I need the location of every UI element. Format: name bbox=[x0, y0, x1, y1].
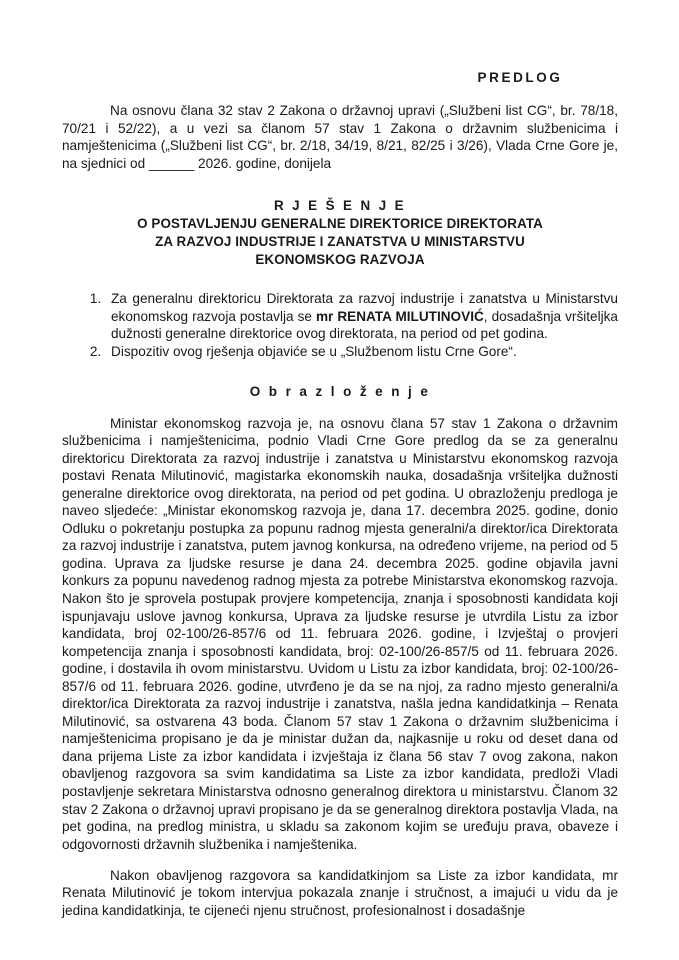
decision-item-prefix: Dispozitiv ovog rješenja objaviće se u „Službenom listu Crne Gore“. bbox=[111, 343, 517, 359]
intro-paragraph: Na osnovu člana 32 stav 2 Zakona o državnoj upravi („Službeni list CG“, br. 78/18, 70/21 i 52/22), a u vezi sa članom 57 stav 1 Zakona o državnim službenicima i namještenicima („Službeni list CG“, br. 2/18, 34/19, 8/21, 82/25 i 3/26), Vlada Crne Gore je, na sjednici od ______ 2026. godine, donijela bbox=[62, 103, 618, 171]
appointee-name: mr RENATA MILUTINOVIĆ bbox=[315, 308, 484, 324]
decision-item-prefix: Za generalnu direktoricu Direktorata za razvoj industrije i zanatstva u Ministarstvu ekonomskog razvoja postavlja se bbox=[111, 291, 618, 324]
decision-title-line-2: O POSTAVLJENJU GENERALNE DIREKTORICE DIREKTORATA bbox=[137, 216, 543, 232]
decision-list bbox=[62, 290, 618, 360]
document-header-label: PREDLOG bbox=[477, 70, 563, 85]
decision-title-block bbox=[62, 197, 618, 268]
decision-title-line-4: EKONOMSKOG RAZVOJA bbox=[255, 251, 425, 267]
list-item bbox=[105, 343, 618, 361]
decision-title-line-3: ZA RAZVOJ INDUSTRIJE I ZANATSTVA U MINISTARSTVU bbox=[155, 233, 525, 249]
reasoning-heading: O b r a z l o ž e n j e bbox=[249, 383, 431, 399]
reasoning-paragraph-2: Nakon obavljenog razgovora sa kandidatkinjom sa Liste za izbor kandidata, mr Renata Milutinović je tokom intervjua pokazala znanje i stručnost, a imajući u vidu da je jedina kandidatkinja, te cijeneći njenu stručnost, profesionalnost i dosadašnje bbox=[62, 867, 618, 918]
document-content bbox=[62, 0, 618, 933]
reasoning-paragraph-1: Ministar ekonomskog razvoja je, na osnovu člana 57 stav 1 Zakona o državnim službenicima i namještenicima, podnio Vladi Crne Gore predlog da se za generalnu direktoricu Direktorata za razvoj industrije i zanatstva u Ministarstvu ekonomskog razvoja postavi Renata Milutinović, magistarka ekonomskih nauka, dosadašnja vršiteljka dužnosti generalne direktorice ovog direktorata, na period od pet godina. U obrazloženju predloga je naveo sljedeće: „Ministar ekonomskog razvoja je, dana 17. decembra 2025. godine, donio Odluku o pokretanju postupka za popunu radnog mjesta generalni/a direktor/ica Direktorata za razvoj industrije i zanatstva, putem javnog konkursa, na određeno vrijeme, na period od 5 godina. Uprava za ljudske resurse je dana 24. decembra 2025. godine objavila javni konkurs za popunu navedenog radnog mjesta za potrebe Ministarstva ekonomskog razvoja. Nakon što je sprovela postupak provjere kompetencija, znanja i sposobnosti kandidata koji ispunjavaju uslove javnog konkursa, Uprava za ljudske resurse je utvrdila Listu za izbor kandidata, broj 02-100/26-857/6 od 11. februara 2026. godine, i Izvještaj o provjeri kompetencija znanja i sposobnosti kandidata, broj: 02-100/26-857/5 od 11. februara 2026. godine, i dostavila ih ovom ministarstvu. Uvidom u Listu za izbor kandidata, broj: 02-100/26-857/6 od 11. februara 2026. godine, utvrđeno je da se na njoj, za radno mjesto generalni/a direktor/ica Direktorata za razvoj industrije i zanatstva, našla jedna kandidatkinja – Renata Milutinović, sa ostvarena 43 boda. Članom 57 stav 1 Zakona o državnim službenicima i namještenicima propisano je da je ministar dužan da, najkasnije u roku od deset dana od dana prijema Liste za izbor kandidata i izvještaja iz člana 56 stav 7 ovog zakona, nakon obavljenog razgovora sa svim kandidatima sa Liste za izbor kandidata, predloži Vladi postavljenje sekretara Ministarstva odnosno generalnog direktora u ministarstvu. Članom 32 stav 2 Zakona o državnoj upravi propisano je da se generalnog direktora postavlja Vlada, na pet godina, na predlog ministra, u skladu sa zakonom kojim se uređuju prava, obaveze i odgovornosti državnih službenika i namještenika. bbox=[62, 415, 618, 852]
list-item bbox=[105, 290, 618, 343]
decision-item-suffix: , dosadašnja vršiteljka dužnosti generalne direktorice ovog direktorata, na period od pet godina. bbox=[111, 308, 618, 342]
decision-title-line-1: R J E Š E N J E bbox=[273, 198, 406, 214]
